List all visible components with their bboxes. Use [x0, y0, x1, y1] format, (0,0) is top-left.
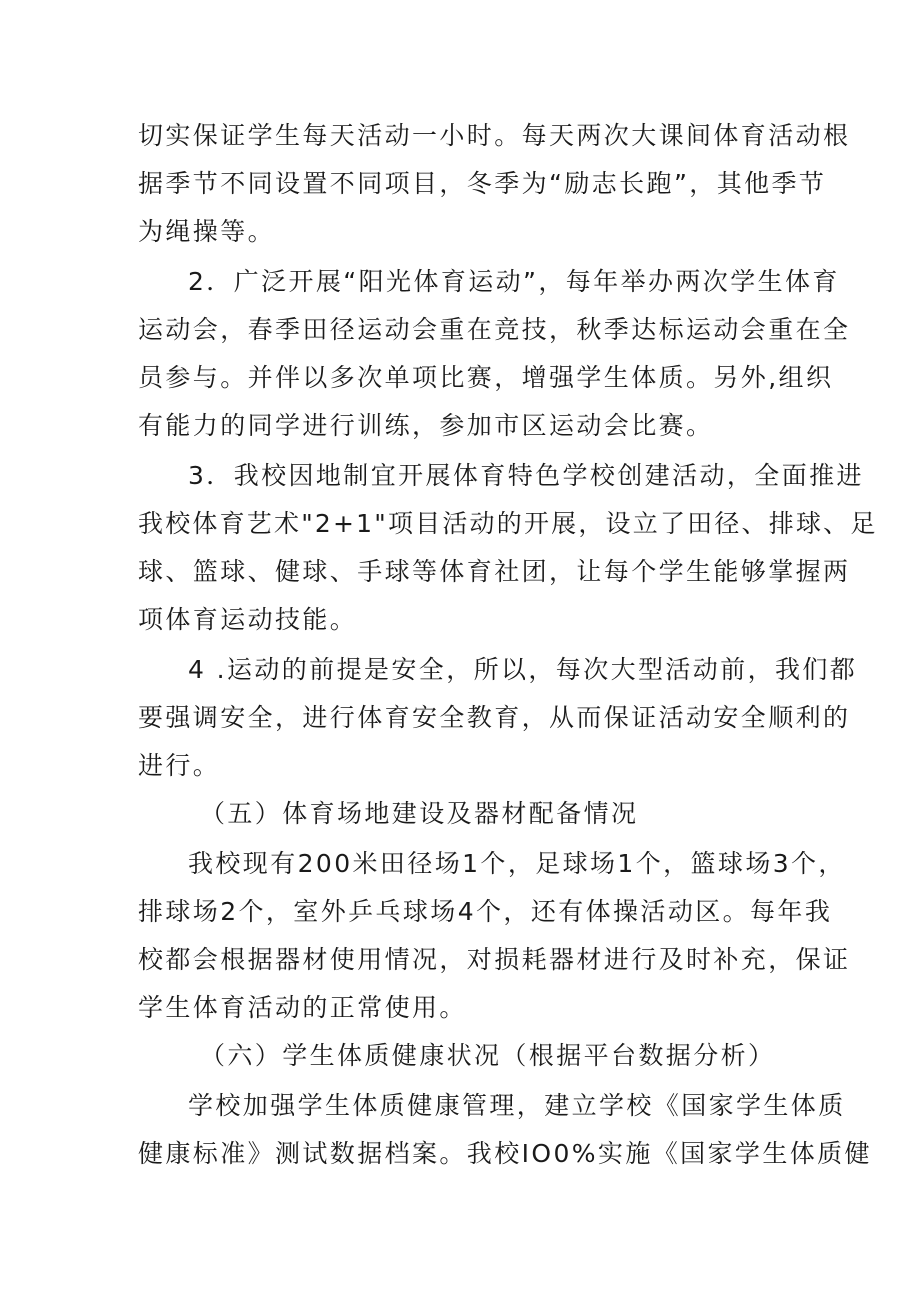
section-heading: （五）体育场地建设及器材配备情况 — [200, 799, 639, 828]
paragraph-line: 健康标准》测试数据档案。我校IO0%实施《国家学生体质健 — [138, 1139, 872, 1168]
paragraph-line: 学生体育活动的正常使用。 — [138, 993, 467, 1022]
section-heading: （六）学生体质健康状况（根据平台数据分析） — [200, 1041, 776, 1070]
paragraph-line: 学校加强学生体质健康管理，建立学校《国家学生体质 — [188, 1091, 846, 1120]
paragraph-line: 为绳操等。 — [138, 217, 276, 246]
paragraph-line: 4 .运动的前提是安全，所以，每次大型活动前，我们都 — [188, 655, 858, 684]
paragraph-line: 球、篮球、健球、手球等体育社团，让每个学生能够掌握两 — [138, 557, 851, 586]
paragraph-line: 项体育运动技能。 — [138, 605, 358, 634]
paragraph-line: 校都会根据器材使用情况，对损耗器材进行及时补充，保证 — [138, 945, 851, 974]
paragraph-line: 我校体育艺术"2+1"项目活动的开展，设立了田径、排球、足 — [138, 509, 878, 538]
paragraph-line: 2．广泛开展“阳光体育运动”，每年举办两次学生体育 — [188, 267, 840, 296]
paragraph-line: 要强调安全，进行体育安全教育，从而保证活动安全顺利的 — [138, 703, 851, 732]
paragraph-line: 3．我校因地制宜开展体育特色学校创建活动，全面推进 — [188, 461, 864, 490]
paragraph-line: 我校现有200米田径场1个，足球场1个，篮球场3个， — [188, 849, 846, 878]
paragraph-line: 有能力的同学进行训练，参加市区运动会比赛。 — [138, 411, 714, 440]
paragraph-line: 切实保证学生每天活动一小时。每天两次大课间体育活动根 — [138, 121, 851, 150]
paragraph-line: 员参与。并伴以多次单项比赛，增强学生体质。另外,组织 — [138, 363, 834, 392]
paragraph-line: 排球场2个，室外乒乓球场4个，还有体操活动区。每年我 — [138, 897, 833, 926]
paragraph-line: 进行。 — [138, 751, 221, 780]
paragraph-line: 据季节不同设置不同项目，冬季为“励志长跑”，其他季节 — [138, 169, 827, 198]
paragraph-line: 运动会，春季田径运动会重在竞技，秋季达标运动会重在全 — [138, 315, 851, 344]
